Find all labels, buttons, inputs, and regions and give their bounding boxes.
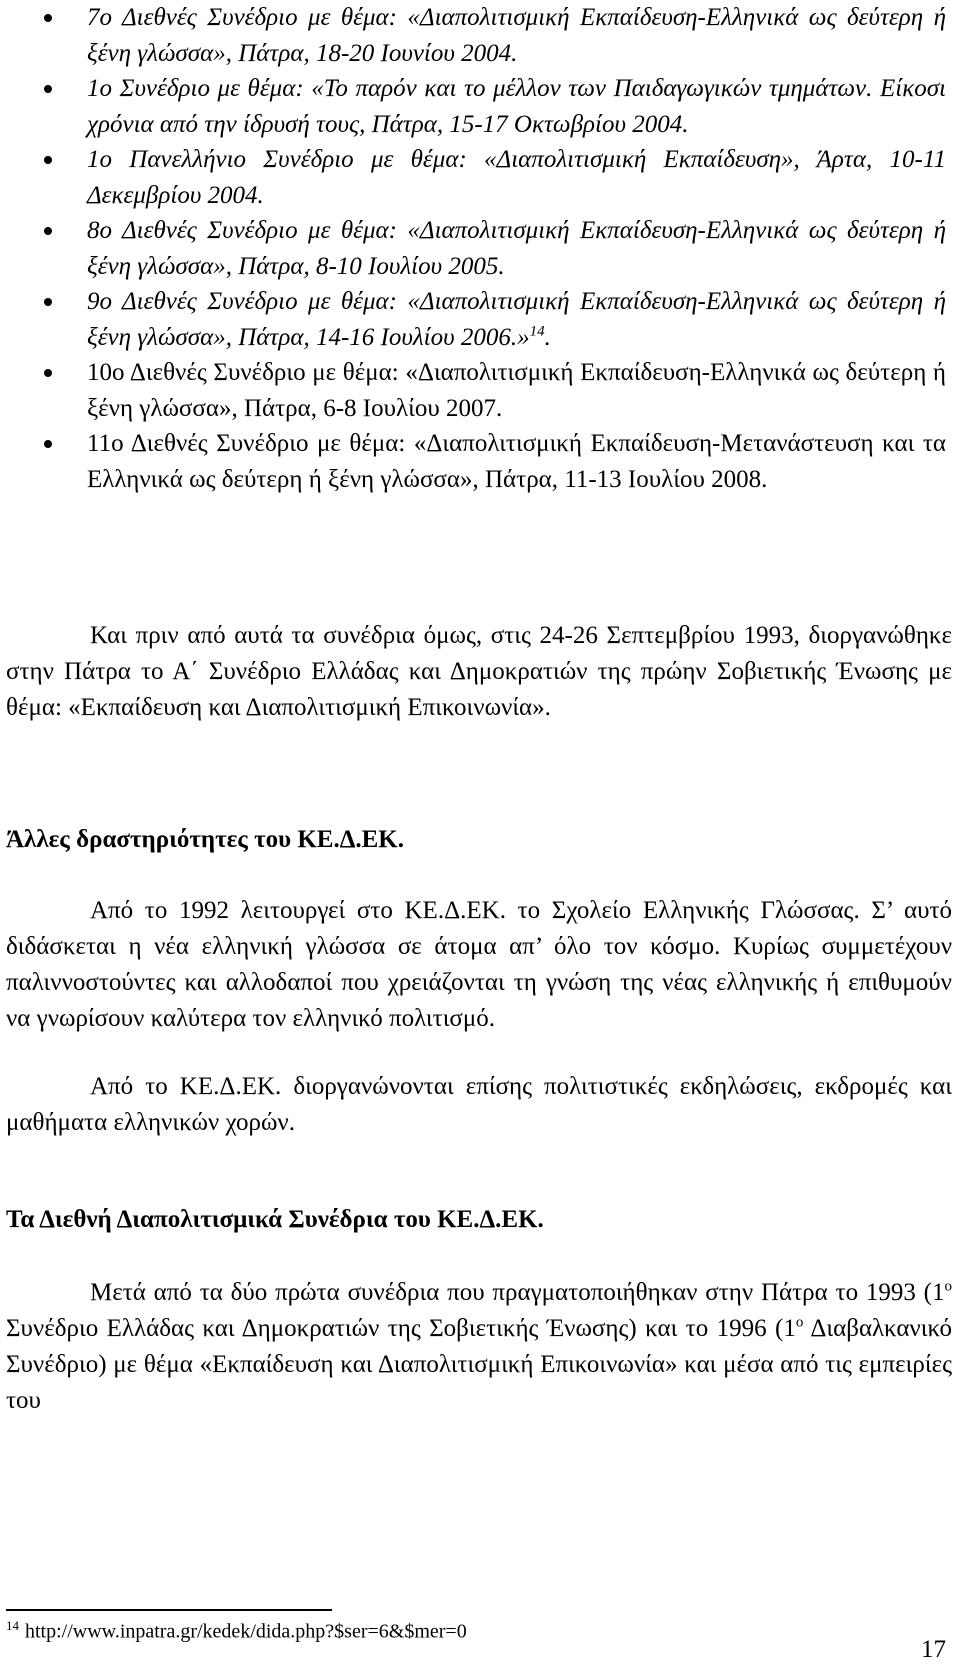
footnote [6,1618,467,1644]
bullet-icon [44,369,52,377]
ordinal-superscript: ο [795,1314,804,1331]
list-item-tail: . [544,323,551,351]
paragraph-cultural-events [6,1069,952,1141]
list-item-text: 1ο Πανελλήνιο Συνέδριο με θέμα: «Διαπολιτισμική Εκπαίδευση», Άρτα, 10-11 Δεκεμβρίου 2004. [87,146,946,209]
bullet-icon [44,298,52,306]
footnote-ref[interactable]: 14 [529,323,545,340]
paragraph-text: Και πριν από αυτά τα συνέδρια όμως, στις 24-26 Σεπτεμβρίου 1993, διοργανώθηκε στην Πάτρα το Α΄ Συνέδριο Ελλάδας και Δημοκρατιών της πρώην Σοβιετικής Ένωσης με θέμα: «Εκπαίδευση και Διαπολιτισμική Επικοινωνία». [6,622,952,721]
paragraph-first-congress [6,618,952,726]
paragraph-text: Από το 1992 λειτουργεί στο ΚΕ.Δ.ΕΚ. το Σχολείο Ελληνικής Γλώσσας. Σ’ αυτό διδάσκεται η νέα ελληνική γλώσσα σε άτομα απ’ όλο τον κόσμο. Κυρίως συμμετέχουν παλιννοστούντες και αλλοδαποί που χρειάζονται τη γνώση της νέας ελληνικής ή επιθυμούν να γνωρίσουν καλύτερα τον ελληνικό πολιτισμό. [6,897,952,1032]
list-item-text: 7ο Διεθνές Συνέδριο με θέμα: «Διαπολιτισμική Εκπαίδευση-Ελληνικά ως δεύτερη ή ξένη γλώσσα», Πάτρα, 18-20 Ιουνίου 2004. [87,4,946,67]
ordinal-superscript: ο [944,1278,952,1295]
section-heading-other-activities: Άλλες δραστηριότητες του ΚΕ.Δ.ΕΚ. [6,826,404,853]
bullet-icon [44,156,52,164]
paragraph-text: Διαβαλκανικό Συνέδριο) με θέμα «Εκπαίδευση και Διαπολιτισμική Επικοινωνία» και μέσα από τις εμπειρίες του [6,1315,953,1414]
list-item-text: 10ο Διεθνές Συνέδριο με θέμα: «Διαπολιτισμική Εκπαίδευση-Ελληνικά ως δεύτερη ή ξένη γλώσσα», Πάτρα, 6-8 Ιουλίου 2007. [87,359,946,422]
conference-list [0,0,960,497]
footnote-link[interactable]: http://www.inpatra.gr/kedek/dida.php?$ser=6&$mer=0 [25,1620,467,1643]
list-item [0,0,960,71]
footnote-separator [6,1609,332,1611]
list-item [0,213,960,284]
paragraph-text: Συνέδριο Ελλάδας και Δημοκρατιών της Σοβιετικής Ένωσης) και το 1996 (1 [6,1315,796,1342]
list-item-body: 9ο Διεθνές Συνέδριο με θέμα: «Διαπολιτισμική Εκπαίδευση-Ελληνικά ως δεύτερη ή ξένη γλώσσα», Πάτρα, 14-16 Ιουλίου 2006.» [87,288,946,351]
paragraph-language-school [6,893,952,1037]
bullet-icon [44,440,52,448]
bullet-icon [44,227,52,235]
paragraph-text: Μετά από τα δύο πρώτα συνέδρια που πραγματοποιήθηκαν στην Πάτρα το 1993 (1 [90,1279,945,1306]
list-item [0,355,960,426]
list-item [0,284,960,355]
list-item-text: 1ο Συνέδριο με θέμα: «Το παρόν και το μέλλον των Παιδαγωγικών τμημάτων. Είκοσι χρόνια από την ίδρυσή τους, Πάτρα, 15-17 Οκτωβρίου 2004. [87,75,946,138]
bullet-icon [44,14,52,22]
page-number: 17 [921,1636,946,1663]
bullet-icon [44,85,52,93]
section-heading-congresses: Τα Διεθνή Διαπολιτισμικά Συνέδρια του ΚΕ.Δ.ΕΚ. [6,1206,544,1233]
paragraph-congresses-intro [6,1275,952,1419]
list-item-text: 11ο Διεθνές Συνέδριο με θέμα: «Διαπολιτισμική Εκπαίδευση-Μετανάστευση και τα Ελληνικά ως δεύτερη ή ξένη γλώσσα», Πάτρα, 11-13 Ιουλίου 2008. [87,430,946,493]
list-item [0,426,960,497]
list-item-text: 8ο Διεθνές Συνέδριο με θέμα: «Διαπολιτισμική Εκπαίδευση-Ελληνικά ως δεύτερη ή ξένη γλώσσα», Πάτρα, 8-10 Ιουλίου 2005. [87,217,946,280]
list-item-text [87,284,946,355]
list-item [0,71,960,142]
footnote-number: 14 [6,1618,19,1633]
paragraph-text: Από το ΚΕ.Δ.ΕΚ. διοργανώνονται επίσης πολιτιστικές εκδηλώσεις, εκδρομές και μαθήματα ελληνικών χορών. [6,1073,952,1136]
list-item [0,142,960,213]
